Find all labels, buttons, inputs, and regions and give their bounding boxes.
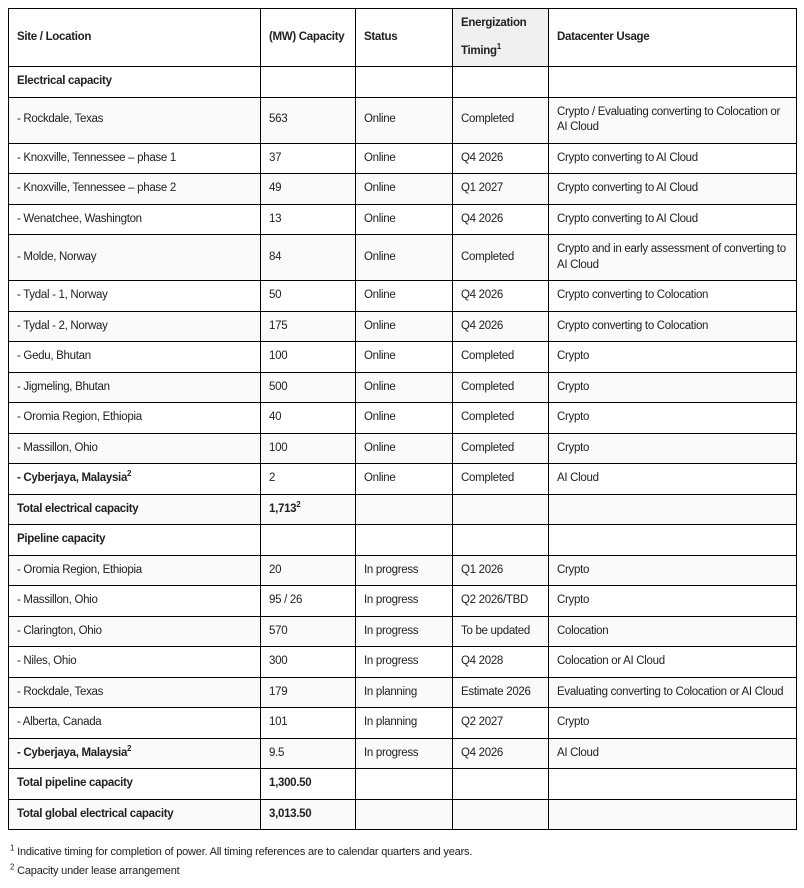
table-row (9, 464, 797, 495)
energization-timing-cell-text: Q2 2026/TBD (461, 594, 529, 607)
energization-timing-cell (453, 616, 549, 647)
status-cell (356, 67, 453, 98)
status-cell (356, 525, 453, 556)
status-cell (356, 235, 453, 281)
mw-capacity-cell-text: 37 (269, 151, 282, 164)
table-row (9, 174, 797, 205)
status-cell-text: In progress (364, 563, 419, 576)
timing-label: Timing$^1$ (461, 41, 501, 57)
mw-capacity-cell-text: 9.5 (269, 746, 285, 759)
datacenter-usage-cell (549, 769, 797, 800)
status-cell (356, 647, 453, 678)
table-row (9, 616, 797, 647)
mw-capacity-cell (261, 555, 356, 586)
table-row (9, 281, 797, 312)
energization-timing-cell (453, 67, 549, 98)
site-location-cell-text: Total electrical capacity (17, 502, 139, 515)
mw-capacity-cell-text: 95 / 26 (269, 594, 303, 607)
datacenter-usage-cell (549, 174, 797, 205)
table-row (9, 143, 797, 174)
status-cell-text: Online (364, 441, 396, 454)
datacenter-usage-cell-text: AI Cloud (557, 746, 599, 759)
datacenter-usage-cell-text: Crypto (557, 441, 590, 454)
site-location-cell-footnote-marker: 2 (127, 744, 132, 754)
datacenter-usage-cell (549, 143, 797, 174)
datacenter-usage-cell-text: Crypto and in early assessment of converting to AI Cloud (557, 243, 786, 271)
column-header-datacenter-usage (549, 9, 797, 67)
datacenter-usage-cell (549, 616, 797, 647)
status-cell (356, 586, 453, 617)
datacenter-usage-cell-text: Crypto / Evaluating converting to Colocation or AI Cloud (557, 105, 781, 134)
datacenter-usage-cell (549, 433, 797, 464)
site-location-cell (9, 67, 261, 98)
datacenter-usage-cell (549, 525, 797, 556)
energization-timing-cell (453, 204, 549, 235)
site-location-cell (9, 525, 261, 556)
energization-timing-cell-text: Completed (461, 441, 514, 454)
status-cell-text: Online (364, 319, 396, 332)
site-location-cell-text: - Alberta, Canada (17, 716, 102, 729)
mw-capacity-cell-text: 500 (269, 380, 288, 393)
energization-timing-cell (453, 525, 549, 556)
table-row (9, 799, 797, 830)
energization-timing-cell-text: Q1 2027 (461, 182, 504, 195)
mw-capacity-cell (261, 174, 356, 205)
datacenter-usage-cell (549, 372, 797, 403)
table-row (9, 67, 797, 98)
site-location-cell-text: - Oromia Region, Ethiopia (17, 411, 142, 424)
site-location-cell (9, 769, 261, 800)
site-location-cell-text: Total pipeline capacity (17, 777, 133, 790)
status-cell (356, 616, 453, 647)
mw-capacity-cell-text: 563 (269, 113, 288, 126)
datacenter-usage-cell-text: Colocation (557, 624, 609, 637)
site-location-cell-text: - Wenatchee, Washington (17, 212, 142, 225)
status-cell-text: In progress (364, 746, 419, 759)
datacenter-usage-cell-text: Crypto (557, 594, 590, 607)
energization-timing-cell-text: Estimate 2026 (461, 685, 531, 698)
site-location-cell-text: - Tydal - 2, Norway (17, 319, 108, 332)
site-location-cell-text: - Massillon, Ohio (17, 441, 98, 454)
site-location-cell (9, 235, 261, 281)
mw-capacity-cell-text: 179 (269, 685, 288, 698)
table-body (9, 67, 797, 830)
footnote-2-text: Capacity under lease arrangement (17, 864, 180, 877)
site-location-cell (9, 174, 261, 205)
datacenter-usage-cell (549, 464, 797, 495)
table-row (9, 708, 797, 739)
column-header-status (356, 9, 453, 67)
mw-capacity-cell (261, 525, 356, 556)
mw-capacity-cell-text: 50 (269, 289, 282, 302)
column-header-energization-timing (453, 9, 549, 67)
site-location-cell-text: - Cyberjaya, Malaysia (17, 746, 128, 759)
mw-capacity-cell (261, 616, 356, 647)
table-row (9, 433, 797, 464)
status-cell (356, 555, 453, 586)
status-cell-text: Online (364, 151, 396, 164)
mw-capacity-cell-text: 1,713 (269, 502, 297, 515)
mw-capacity-cell-text: 49 (269, 182, 282, 195)
datacenter-usage-cell (549, 799, 797, 830)
datacenter-usage-cell (549, 647, 797, 678)
energization-timing-cell (453, 555, 549, 586)
mw-capacity-cell (261, 586, 356, 617)
mw-capacity-cell (261, 494, 356, 525)
datacenter-usage-cell (549, 342, 797, 373)
mw-capacity-cell-text: 570 (269, 624, 288, 637)
mw-capacity-cell-text: 100 (269, 350, 288, 363)
energization-timing-cell-text: Completed (461, 113, 514, 126)
site-location-cell (9, 143, 261, 174)
energization-timing-cell-text: Q4 2026 (461, 212, 504, 225)
energization-timing-cell-text: Q2 2027 (461, 716, 504, 729)
status-cell-text: In progress (364, 655, 419, 668)
energization-timing-cell (453, 769, 549, 800)
status-cell-text: Online (364, 289, 396, 302)
column-header-site-location (9, 9, 261, 67)
datacenter-usage-cell-text: Crypto (557, 716, 590, 729)
status-cell (356, 677, 453, 708)
status-cell (356, 342, 453, 373)
status-cell-text: Online (364, 250, 396, 263)
datacenter-usage-cell (549, 281, 797, 312)
site-location-cell-text: - Tydal - 1, Norway (17, 289, 108, 302)
site-location-cell-text: - Rockdale, Texas (17, 685, 104, 698)
footnotes (8, 843, 796, 879)
energization-timing-cell (453, 143, 549, 174)
energization-timing-cell (453, 174, 549, 205)
datacenter-usage-cell-text: Evaluating converting to Colocation or AI Cloud (557, 685, 784, 698)
energization-timing-cell-text: Q4 2028 (461, 655, 504, 668)
mw-capacity-cell (261, 143, 356, 174)
site-location-cell (9, 97, 261, 143)
datacenter-usage-cell (549, 235, 797, 281)
energization-timing-cell (453, 403, 549, 434)
mw-capacity-cell (261, 799, 356, 830)
column-header-datacenter-usage-label: Datacenter Usage (557, 30, 650, 43)
table-row (9, 204, 797, 235)
energization-timing-cell (453, 738, 549, 769)
column-header-mw-capacity (261, 9, 356, 67)
status-cell (356, 97, 453, 143)
datacenter-usage-cell-text: AI Cloud (557, 472, 599, 485)
mw-capacity-cell (261, 372, 356, 403)
site-location-cell-footnote-marker: 2 (127, 469, 132, 479)
mw-capacity-cell-text: 40 (269, 411, 282, 424)
energization-timing-cell (453, 647, 549, 678)
site-location-cell (9, 708, 261, 739)
table-row (9, 738, 797, 769)
mw-capacity-cell (261, 647, 356, 678)
footnote-1-text: Indicative timing for completion of power. All timing references are to calendar quarters and years. (17, 846, 473, 859)
energization-timing-cell-text: Q4 2026 (461, 151, 504, 164)
status-cell (356, 494, 453, 525)
site-location-cell (9, 738, 261, 769)
site-location-cell-text: - Cyberjaya, Malaysia (17, 472, 128, 485)
mw-capacity-cell-text: 84 (269, 250, 282, 263)
site-location-cell (9, 281, 261, 312)
table-row (9, 586, 797, 617)
energization-timing-cell (453, 281, 549, 312)
energization-timing-cell-text: Completed (461, 350, 514, 363)
energization-timing-cell (453, 342, 549, 373)
mw-capacity-cell-text: 2 (269, 472, 276, 485)
status-cell-text: Online (364, 411, 396, 424)
status-cell-text: Online (364, 212, 396, 225)
mw-capacity-cell (261, 97, 356, 143)
site-location-cell-text: - Oromia Region, Ethiopia (17, 563, 142, 576)
mw-capacity-cell (261, 433, 356, 464)
footnote-1-marker: 1 (10, 843, 15, 853)
datacenter-usage-cell-text: Crypto converting to AI Cloud (557, 151, 698, 164)
mw-capacity-cell (261, 738, 356, 769)
status-cell-text: In planning (364, 685, 417, 698)
site-location-cell-text: - Jigmeling, Bhutan (17, 380, 110, 393)
energization-timing-cell (453, 677, 549, 708)
site-location-cell (9, 647, 261, 678)
mw-capacity-cell (261, 281, 356, 312)
status-cell-text: Online (364, 350, 396, 363)
site-location-cell (9, 616, 261, 647)
site-location-cell-text: Pipeline capacity (17, 533, 106, 546)
energization-timing-cell-text: Q4 2026 (461, 746, 504, 759)
site-location-cell (9, 586, 261, 617)
datacenter-usage-cell-text: Crypto (557, 350, 590, 363)
mw-capacity-cell (261, 342, 356, 373)
datacenter-usage-cell-text: Crypto (557, 411, 590, 424)
datacenter-usage-cell-text: Crypto converting to AI Cloud (557, 212, 698, 225)
status-cell-text: Online (364, 113, 396, 126)
mw-capacity-cell-footnote-marker: 2 (296, 499, 301, 509)
site-location-cell (9, 204, 261, 235)
mw-capacity-cell-text: 13 (269, 212, 282, 225)
table-row (9, 342, 797, 373)
site-location-cell-text: - Knoxville, Tennessee – phase 1 (17, 151, 176, 164)
energization-timing-cell-text: Q1 2026 (461, 563, 504, 576)
energization-timing-cell (453, 433, 549, 464)
site-location-cell (9, 342, 261, 373)
datacenter-usage-cell-text: Crypto converting to Colocation (557, 319, 709, 332)
status-cell (356, 769, 453, 800)
status-cell-text: In planning (364, 716, 417, 729)
status-cell (356, 372, 453, 403)
site-location-cell (9, 311, 261, 342)
mw-capacity-cell (261, 677, 356, 708)
site-location-cell-text: - Gedu, Bhutan (17, 350, 91, 363)
site-location-cell (9, 555, 261, 586)
energization-timing-cell (453, 464, 549, 495)
datacenter-usage-cell (549, 311, 797, 342)
column-header-status-label: Status (364, 30, 398, 43)
mw-capacity-cell (261, 311, 356, 342)
mw-capacity-cell (261, 708, 356, 739)
energization-timing-cell (453, 708, 549, 739)
status-cell (356, 464, 453, 495)
energization-timing-cell-text: Completed (461, 380, 514, 393)
energization-timing-cell (453, 799, 549, 830)
mw-capacity-cell-text: 1,300.50 (269, 777, 312, 790)
footnote-2 (10, 862, 796, 880)
status-cell-text: Online (364, 472, 396, 485)
energization-timing-cell (453, 372, 549, 403)
site-location-cell-text: - Knoxville, Tennessee – phase 2 (17, 182, 176, 195)
mw-capacity-cell (261, 67, 356, 98)
status-cell (356, 204, 453, 235)
status-cell-text: Online (364, 182, 396, 195)
site-location-cell (9, 799, 261, 830)
table-row (9, 769, 797, 800)
timing-footnote-marker: 1 (496, 41, 501, 51)
column-header-mw-capacity-label: (MW) Capacity (269, 30, 345, 43)
site-location-cell-text: Electrical capacity (17, 75, 112, 88)
status-cell-text: In progress (364, 624, 419, 637)
status-cell-text: In progress (364, 594, 419, 607)
energization-timing-cell-text: Completed (461, 411, 514, 424)
datacenter-usage-cell-text: Crypto converting to Colocation (557, 289, 709, 302)
datacenter-usage-cell (549, 97, 797, 143)
table-row (9, 372, 797, 403)
site-location-cell-text: Total global electrical capacity (17, 807, 174, 820)
column-header-site-location-label: Site / Location (17, 30, 92, 43)
mw-capacity-cell (261, 204, 356, 235)
table-header (9, 9, 797, 67)
header-row (9, 9, 797, 67)
site-location-cell-text: - Niles, Ohio (17, 655, 77, 668)
energization-timing-cell-text: Completed (461, 472, 514, 485)
site-location-cell-text: - Rockdale, Texas (17, 113, 104, 126)
status-cell (356, 433, 453, 464)
site-location-cell (9, 494, 261, 525)
mw-capacity-cell-text: 175 (269, 319, 288, 332)
status-cell-text: Online (364, 380, 396, 393)
status-cell (356, 311, 453, 342)
datacenter-usage-cell (549, 67, 797, 98)
datacenter-usage-cell (549, 204, 797, 235)
site-location-cell-text: - Clarington, Ohio (17, 624, 102, 637)
table-row (9, 403, 797, 434)
datacenter-usage-cell (549, 403, 797, 434)
footnote-2-marker: 2 (10, 861, 15, 871)
table-row (9, 525, 797, 556)
site-location-cell (9, 403, 261, 434)
status-cell (356, 143, 453, 174)
energization-timing-cell-text: Completed (461, 250, 514, 263)
energization-timing-cell (453, 494, 549, 525)
table-row (9, 677, 797, 708)
mw-capacity-cell-text: 300 (269, 655, 288, 668)
energization-label: Energization (461, 17, 527, 29)
site-location-cell (9, 372, 261, 403)
datacenter-usage-cell-text: Crypto (557, 380, 590, 393)
status-cell (356, 174, 453, 205)
energization-timing-cell-text: To be updated (461, 624, 530, 637)
energization-timing-cell (453, 586, 549, 617)
energization-timing-cell-text: Q4 2026 (461, 319, 504, 332)
energization-timing-cell (453, 97, 549, 143)
mw-capacity-cell (261, 769, 356, 800)
mw-capacity-cell-text: 3,013.50 (269, 807, 312, 820)
mw-capacity-cell-text: 20 (269, 563, 282, 576)
datacenter-usage-cell (549, 494, 797, 525)
table-row (9, 235, 797, 281)
table-row (9, 494, 797, 525)
datacenter-usage-cell (549, 586, 797, 617)
datacenter-usage-cell (549, 708, 797, 739)
datacenter-usage-cell-text: Crypto converting to AI Cloud (557, 182, 698, 195)
mw-capacity-cell (261, 464, 356, 495)
site-location-cell (9, 433, 261, 464)
energization-timing-cell (453, 235, 549, 281)
site-location-cell (9, 464, 261, 495)
site-location-cell-text: - Massillon, Ohio (17, 594, 98, 607)
status-cell (356, 738, 453, 769)
mw-capacity-cell (261, 403, 356, 434)
datacenter-usage-cell-text: Colocation or AI Cloud (557, 655, 665, 668)
mw-capacity-cell (261, 235, 356, 281)
status-cell (356, 403, 453, 434)
datacenter-usage-cell (549, 677, 797, 708)
datacenter-usage-cell (549, 738, 797, 769)
datacenter-usage-cell (549, 555, 797, 586)
mw-capacity-cell-text: 100 (269, 441, 288, 454)
table-row (9, 647, 797, 678)
table-row (9, 97, 797, 143)
status-cell (356, 281, 453, 312)
energization-timing-cell (453, 311, 549, 342)
table-row (9, 311, 797, 342)
mw-capacity-cell-text: 101 (269, 716, 288, 729)
footnote-1 (10, 843, 796, 861)
status-cell (356, 708, 453, 739)
status-cell (356, 799, 453, 830)
site-location-cell (9, 677, 261, 708)
site-location-cell-text: - Molde, Norway (17, 250, 97, 263)
table-row (9, 555, 797, 586)
datacenter-usage-cell-text: Crypto (557, 563, 590, 576)
capacity-table (8, 8, 797, 830)
energization-timing-cell-text: Q4 2026 (461, 289, 504, 302)
